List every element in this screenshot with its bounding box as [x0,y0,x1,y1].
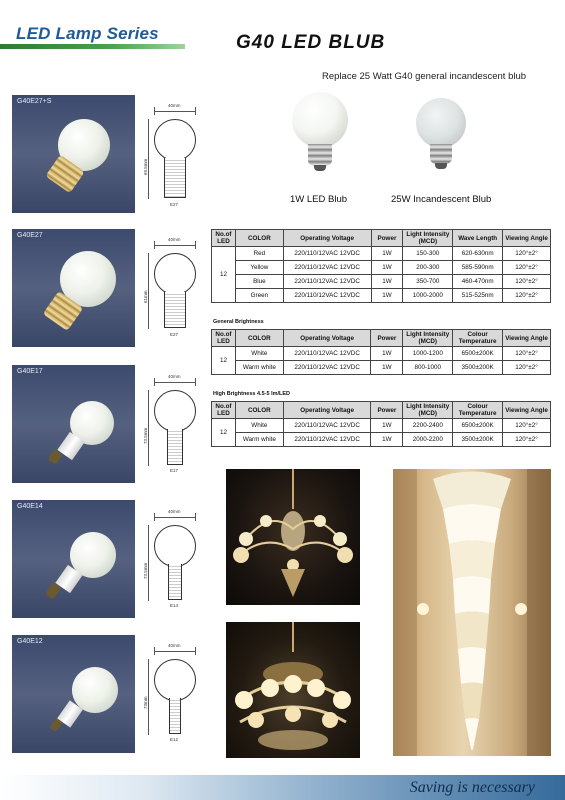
led-count: 12 [212,247,236,303]
width-dimension: 40mm [168,643,181,648]
cell-color: Warm white [235,433,283,447]
product-label: G40E12 [17,638,43,645]
table-row [212,361,551,375]
height-dimension: 73.5mm [143,427,148,444]
table-row [212,347,551,361]
cell-intensity: 800-1000 [403,361,453,375]
cell-power: 1W [371,361,403,375]
general-brightness-table [211,329,551,375]
chandelier-photo-3 [393,469,551,756]
height-dimension-line [148,659,149,735]
cell-intensity: 150-300 [403,247,453,261]
bulb-outline [154,659,196,701]
bulb-outline [154,253,196,295]
led-count: 12 [212,419,236,447]
cell-power: 1W [371,419,403,433]
base-outline [164,158,186,198]
cell-wavelength: 620-630nm [453,247,503,261]
base-type: E27 [170,332,179,337]
cell-intensity: 1000-2000 [403,289,453,303]
chandelier-photo-2 [226,622,360,758]
width-dimension-line [154,241,196,249]
high-brightness-heading: High Brightness 4.5-5 lm/LED [213,391,291,397]
width-dimension-line [154,647,196,655]
dimension-drawing-g40e14 [140,509,210,627]
width-dimension-line [154,378,196,386]
col-header: No.of LED [212,402,236,419]
product-tile-g40e27s [12,95,135,213]
product-tile-g40e12 [12,635,135,753]
brand-title: LED Lamp Series [16,24,159,43]
cell-voltage: 220/110/12VAC 12VDC [283,289,371,303]
col-header: Power [371,402,403,419]
table-row [212,419,551,433]
incandescent-base-tip [435,163,447,169]
col-header: Power [371,230,403,247]
page-title: G40 LED BLUB [236,32,386,53]
product-tile-g40e27 [12,229,135,347]
width-dimension-line [154,107,196,115]
width-dimension: 40mm [168,374,181,379]
bulb-outline [154,525,196,567]
base-type: E14 [170,603,179,608]
cell-intensity: 1000-1200 [403,347,453,361]
dimension-drawing-g40e27 [140,237,210,355]
cell-temperature: 6500±200K [453,419,503,433]
cell-angle: 120°±2° [503,261,551,275]
cell-wavelength: 585-590nm [453,261,503,275]
height-dimension: 69.5mm [143,158,148,175]
cell-angle: 120°±2° [503,347,551,361]
table-row [212,275,551,289]
col-header: Viewing Angle [503,330,551,347]
cell-power: 1W [371,261,403,275]
led-base-tip [314,165,326,171]
cell-color: Yellow [235,261,283,275]
cell-intensity: 2200-2400 [403,419,453,433]
cell-voltage: 220/110/12VAC 12VDC [283,361,371,375]
table-row [212,261,551,275]
col-header: Light Intensity (MCD) [403,230,453,247]
dimension-drawing-g40e12 [140,643,210,761]
dimension-drawing-g40e27s [140,103,210,221]
product-tile-g40e17 [12,365,135,483]
height-dimension: 61mm [143,290,148,303]
led-bulb-caption: 1W LED Blub [290,194,348,205]
col-header: Viewing Angle [503,230,551,247]
brand-bar [0,24,185,46]
footer-slogan: Saving is necessary [409,779,535,796]
table-header-row [212,402,551,419]
col-header: Operating Voltage [283,230,371,247]
cell-color: Blue [235,275,283,289]
product-label: G40E27 [17,232,43,239]
product-tile-g40e14 [12,500,135,618]
cell-voltage: 220/110/12VAC 12VDC [283,275,371,289]
incandescent-bulb-image [412,98,482,188]
led-count: 12 [212,347,236,375]
base-outline [164,292,186,328]
incandescent-globe [416,98,466,148]
col-header: No.of LED [212,330,236,347]
height-dimension-line [148,525,149,601]
chandelier-photo-1 [226,469,360,605]
width-dimension-line [154,513,196,521]
page-subtitle: Replace 25 Watt G40 general incandescent blub [322,71,527,82]
col-header: Colour Temperature [453,330,503,347]
col-header: Operating Voltage [283,402,371,419]
col-header: No.of LED [212,230,236,247]
led-globe [292,92,348,148]
cell-voltage: 220/110/12VAC 12VDC [283,347,371,361]
cell-voltage: 220/110/12VAC 12VDC [283,247,371,261]
cell-power: 1W [371,289,403,303]
cell-wavelength: 460-470nm [453,275,503,289]
brand-stripe [0,44,185,49]
incandescent-bulb-caption: 25W Incandescent Blub [391,194,492,205]
cell-voltage: 220/110/12VAC 12VDC [283,433,371,447]
col-header: COLOR [235,330,283,347]
height-dimension: 73.5mm [143,562,148,579]
led-bulb-image [290,92,360,182]
led-screw-base [308,144,332,166]
cell-temperature: 3500±200K [453,433,503,447]
cell-power: 1W [371,275,403,289]
product-label: G40E27+S [17,98,52,105]
general-brightness-heading: General Brightness [213,319,264,325]
col-header: Colour Temperature [453,402,503,419]
cell-color: White [235,419,283,433]
bulb-outline [154,119,196,161]
cell-power: 1W [371,433,403,447]
base-type: E27 [170,202,179,207]
table-row [212,289,551,303]
width-dimension: 40mm [168,103,181,108]
cell-intensity: 200-300 [403,261,453,275]
table-row [212,247,551,261]
base-outline [169,698,181,734]
height-dimension: 73mm [143,696,148,709]
table-row [212,433,551,447]
bulb-outline [154,390,196,432]
cell-temperature: 3500±200K [453,361,503,375]
height-dimension-line [148,390,149,466]
base-outline [167,429,183,465]
cell-power: 1W [371,347,403,361]
cell-angle: 120°±2° [503,361,551,375]
col-header: COLOR [235,230,283,247]
col-header: Power [371,330,403,347]
cell-color: Green [235,289,283,303]
cell-voltage: 220/110/12VAC 12VDC [283,419,371,433]
col-header: Operating Voltage [283,330,371,347]
base-outline [168,564,182,600]
cell-intensity: 350-700 [403,275,453,289]
cell-intensity: 2000-2200 [403,433,453,447]
cell-color: Warm white [235,361,283,375]
cell-power: 1W [371,247,403,261]
width-dimension: 40mm [168,509,181,514]
cell-color: Red [235,247,283,261]
incandescent-screw-base [430,144,452,164]
height-dimension-line [148,119,149,199]
cell-angle: 120°±2° [503,419,551,433]
col-header: Viewing Angle [503,402,551,419]
cell-angle: 120°±2° [503,289,551,303]
col-header: Light Intensity (MCD) [403,330,453,347]
high-brightness-table [211,401,551,447]
table-header-row [212,230,551,247]
dimension-drawing-g40e17 [140,374,210,492]
table-header-row [212,330,551,347]
cell-voltage: 220/110/12VAC 12VDC [283,261,371,275]
product-label: G40E17 [17,368,43,375]
col-header: Light Intensity (MCD) [403,402,453,419]
base-type: E17 [170,468,179,473]
col-header: COLOR [235,402,283,419]
height-dimension-line [148,253,149,329]
cell-temperature: 6500±200K [453,347,503,361]
width-dimension: 40mm [168,237,181,242]
cell-angle: 120°±2° [503,275,551,289]
color-spec-table [211,229,551,303]
cell-angle: 120°±2° [503,247,551,261]
cell-wavelength: 515-525nm [453,289,503,303]
product-label: G40E14 [17,503,43,510]
col-header: Wave Length [453,230,503,247]
base-type: E12 [170,737,179,742]
cell-color: White [235,347,283,361]
cell-angle: 120°±2° [503,433,551,447]
